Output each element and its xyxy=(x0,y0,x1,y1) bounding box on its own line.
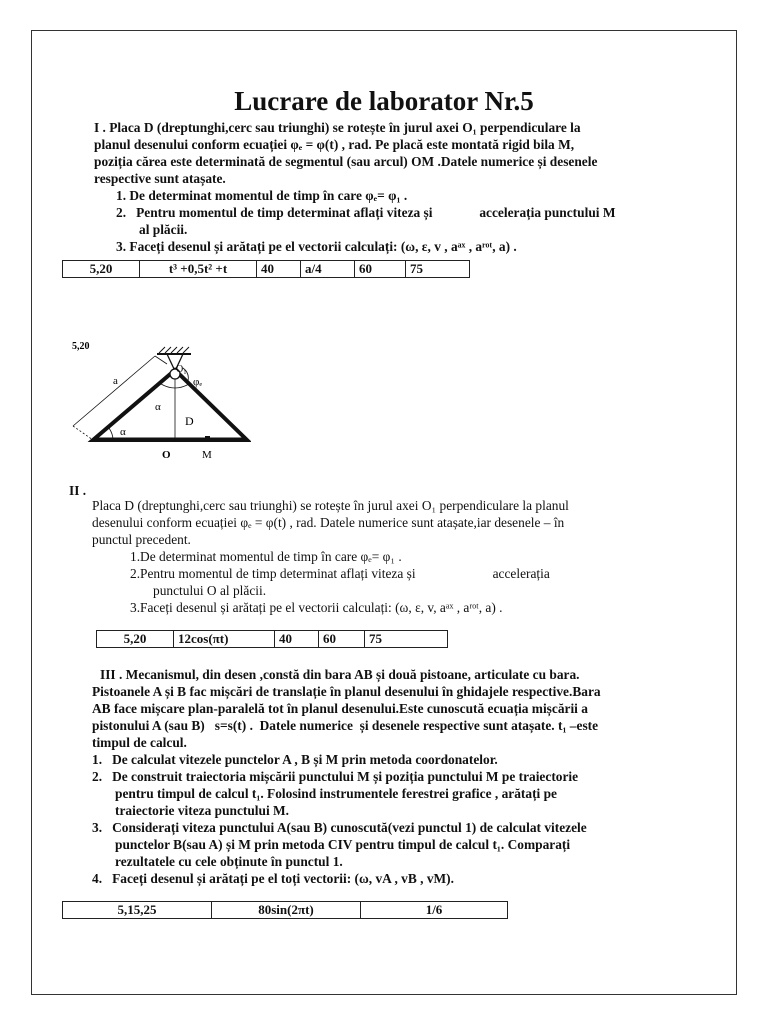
section-2-line: desenului conform ecuației φₑ = φ(t) , rad. Datele numerice sunt atașate,iar desenele – în xyxy=(92,515,565,530)
section-1-item: al plăcii. xyxy=(139,222,188,237)
section-2-item: punctului O al plăcii. xyxy=(153,583,267,598)
section-3-item: pentru timpul de calcul t₁. Folosind instrumentele ferestrei grafice , arătați pe xyxy=(115,786,557,801)
label-o: O xyxy=(162,449,171,461)
table-cell: 80sin(2πt) xyxy=(212,902,361,919)
label-m: M xyxy=(202,449,212,461)
table-cell: t³ +0,5t² +t xyxy=(140,261,257,278)
table-cell: 12cos(πt) xyxy=(174,631,275,648)
section-1-line: respective sunt atașate. xyxy=(94,171,226,186)
table-cell: 5,20 xyxy=(97,631,174,648)
section-2-data-table xyxy=(96,630,448,648)
table-cell: a/4 xyxy=(301,261,355,278)
section-2-line: Placa D (dreptunghi,cerc sau triunghi) se rotește în jurul axei O₁ perpendiculare la planul xyxy=(92,498,569,513)
section-2-item: 2.Pentru momentul de timp determinat aflați viteza și accelerația xyxy=(130,566,550,581)
page-title: Lucrare de laborator Nr.5 xyxy=(234,86,534,116)
table-row xyxy=(63,902,508,919)
section-3-line: Pistoanele A și B fac mișcări de translație în planul desenului în ghidajele respective.Bara xyxy=(92,684,601,699)
section-1-item: 3. Faceți desenul și arătați pe el vectorii calculați: (ω, ε, v , aᵃˣ , aʳᵒᵗ, a) . xyxy=(116,239,517,254)
table-row xyxy=(63,261,470,278)
plate-diagram-svg xyxy=(67,334,251,466)
table-cell: 40 xyxy=(257,261,301,278)
section-3-item: traiectorie viteza punctului M. xyxy=(115,803,290,818)
table-cell: 5,20 xyxy=(63,261,140,278)
section-3-line: timpul de calcul. xyxy=(92,735,187,750)
figure-variant-label: 5,20 xyxy=(72,341,90,352)
table-row xyxy=(97,631,448,648)
table-cell: 60 xyxy=(319,631,365,648)
label-alpha-top: α xyxy=(155,401,161,413)
section-3-item: 3. Considerați viteza punctului A(sau B) cunoscută(vezi punctul 1) de calculat vitezele xyxy=(92,820,587,835)
section-1-data-table xyxy=(62,260,470,278)
section-1-item: 1. De determinat momentul de timp în care φₑ= φ₁ . xyxy=(116,188,408,203)
label-alpha-base: α xyxy=(120,426,126,438)
label-d: D xyxy=(185,414,194,428)
section-3-data-table xyxy=(62,901,508,919)
label-phi: φₑ xyxy=(193,376,203,388)
section-3-item: rezultatele cu cele obținute în punctul 1. xyxy=(115,854,343,869)
section-3-item: 2. De construit traiectoria mișcării punctului M și poziția punctului M pe traiectorie xyxy=(92,769,579,784)
section-2-item: 3.Faceți desenul și arătați pe el vectorii calculați: (ω, ε, v, aᵃˣ , aʳᵒᵗ, a) . xyxy=(130,600,503,615)
table-cell: 1/6 xyxy=(361,902,508,919)
section-2-heading: II . xyxy=(69,483,87,498)
section-1-line: poziția cărea este determinată de segmentul (sau arcul) OM .Datele numerice și desenele xyxy=(94,154,598,169)
table-cell: 60 xyxy=(355,261,406,278)
section-3-line: III . Mecanismul, din desen ,constă din bara AB și două pistoane, articulate cu bara. xyxy=(100,667,580,682)
section-1-line: I . Placa D (dreptunghi,cerc sau triunghi) se rotește în jurul axei O₁ perpendiculare la xyxy=(94,120,581,135)
section-2-line: punctul precedent. xyxy=(92,532,191,547)
plate-diagram xyxy=(67,334,251,466)
section-3-item: 4. Faceți desenul și arătați pe el toți vectorii: (ω, vA , vB , vM). xyxy=(92,871,454,886)
section-1-item: 2. Pentru momentul de timp determinat aflați viteza și accelerația punctului M xyxy=(116,205,616,220)
point-m-marker xyxy=(205,436,210,441)
section-1-line: planul desenului conform ecuației φₑ = φ(t) , rad. Pe placă este montată rigid bila M, xyxy=(94,137,575,152)
section-3-line: AB face mișcare plan-paralelă tot în planul desenului.Este cunoscută ecuația mișcării a xyxy=(92,701,588,716)
section-3-item: punctelor B(sau A) și M prin metoda CIV pentru timpul de calcul t₁. Comparați xyxy=(115,837,571,852)
section-3-line: pistonului A (sau B) s=s(t) . Datele numerice și desenele respective sunt atașate. t₁ –este xyxy=(92,718,599,733)
table-cell: 75 xyxy=(406,261,470,278)
table-cell: 40 xyxy=(275,631,319,648)
label-o1: O₁ xyxy=(176,364,187,375)
table-cell: 75 xyxy=(365,631,448,648)
section-3-item: 1. De calculat vitezele punctelor A , B și M prin metoda coordonatelor. xyxy=(92,752,498,767)
section-2-item: 1.De determinat momentul de timp în care φₑ= φ₁ . xyxy=(130,549,402,564)
table-cell: 5,15,25 xyxy=(63,902,212,919)
label-a: a xyxy=(113,375,118,387)
